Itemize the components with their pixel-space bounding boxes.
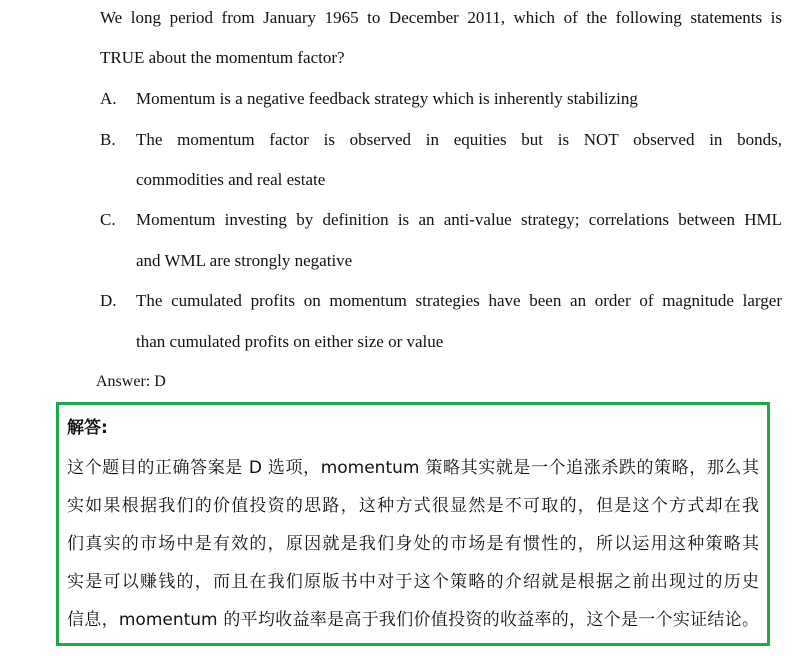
explanation-line-3: 们真实的市场中是有效的，原因就是我们身处的市场是有惯性的，所以运用这种策略其 — [67, 534, 759, 554]
option-letter: C. — [100, 210, 116, 229]
option-text: than cumulated profits on either size or value — [136, 332, 444, 351]
option-text: Momentum investing by definition is an anti-value strategy; correlations between HML — [136, 210, 782, 229]
option-letter: B. — [100, 130, 116, 149]
option-text: commodities and real estate — [136, 170, 326, 189]
question-line-2: TRUE about the momentum factor? — [100, 48, 345, 67]
explanation-title: 解答: — [67, 418, 108, 438]
option-text: Momentum is a negative feedback strategy which is inherently stabilizing — [136, 89, 638, 108]
explanation-line-1: 这个题目的正确答案是 D 选项，momentum 策略其实就是一个追涨杀跌的策略，那么其 — [67, 458, 759, 478]
option-text: and WML are strongly negative — [136, 251, 353, 270]
option-letter: D. — [100, 291, 117, 310]
option-text: The cumulated profits on momentum strategies have been an order of magnitude larger — [136, 291, 782, 310]
option-text: The momentum factor is observed in equities but is NOT observed in bonds, — [136, 130, 782, 149]
question-line-1: We long period from January 1965 to December 2011, which of the following statements is — [100, 8, 782, 27]
explanation-line-2: 实如果根据我们的价值投资的思路，这种方式很显然是不可取的，但是这个方式却在我 — [67, 496, 759, 516]
answer-line: Answer: D — [96, 373, 166, 390]
explanation-box — [56, 402, 770, 646]
explanation-line-4: 实是可以赚钱的，而且在我们原版书中对于这个策略的介绍就是根据之前出现过的历史 — [67, 572, 759, 592]
option-letter: A. — [100, 89, 117, 108]
explanation-line-5: 信息，momentum 的平均收益率是高于我们价值投资的收益率的，这个是一个实证结论。 — [67, 610, 759, 630]
